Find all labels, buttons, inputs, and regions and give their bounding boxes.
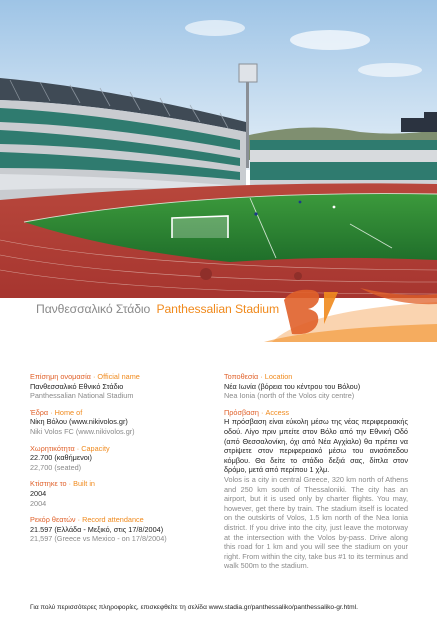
label-english: Official name: [97, 372, 140, 381]
footer-more-info: Για πολύ περισσότερες πληροφορίες, επισκεφθείτε τη σελίδα www.stadia.gr/panthessaliko/panthessaliko-gr.html.: [30, 604, 358, 611]
label-greek: Ρεκόρ θεατών: [30, 515, 76, 525]
page-title: [36, 302, 279, 316]
location-value-greek: Νέα Ιωνία (βόρεια του κέντρου του Βόλου): [224, 381, 361, 391]
location-block: [224, 372, 408, 401]
label-separator: ·: [260, 372, 263, 381]
home-of-value-english: Niki Volos FC (www.nikivolos.gr): [30, 426, 135, 436]
info-left-column: [30, 372, 210, 551]
capacity-value-greek: 22.700 (καθήμενοι): [30, 453, 92, 463]
capacity-label: [30, 444, 210, 454]
label-greek: Χωρητικότητα: [30, 443, 75, 453]
capacity-value-english: 22,700 (seated): [30, 462, 82, 472]
official-name-label: [30, 372, 210, 382]
label-separator: ·: [261, 407, 264, 417]
record-value-greek: 21.597 (Ελλάδα - Μεξικό, στις 17/8/2004): [30, 524, 164, 534]
label-english: Home of: [54, 407, 83, 417]
stadium-photo: [0, 0, 437, 300]
label-separator: ·: [92, 372, 96, 381]
built-in-value-greek: 2004: [30, 488, 47, 498]
record-label: [30, 515, 210, 525]
built-in-value-english: 2004: [30, 498, 47, 508]
label-english: Capacity: [81, 443, 110, 453]
title-greek: Πανθεσσαλικό Στάδιο: [36, 302, 151, 316]
label-english: Record attendance: [82, 515, 144, 525]
built-in-block: [30, 479, 210, 508]
record-value-english: 21,597 (Greece vs Mexico - on 17/8/2004): [30, 534, 167, 544]
b-mark-logo: [264, 280, 437, 342]
location-value-english: Nea Ionia (north of the Volos city centre): [224, 391, 355, 401]
label-greek: Πρόσβαση: [224, 407, 259, 417]
official-name-value-english: Panthessalian National Stadium: [30, 391, 134, 401]
label-separator: ·: [77, 515, 81, 525]
label-english: Built in: [73, 479, 95, 489]
home-of-value-greek: Νίκη Βόλου (www.nikivolos.gr): [30, 417, 128, 427]
official-name-block: [30, 372, 210, 401]
built-in-label: [30, 479, 210, 489]
label-english: Location: [264, 372, 293, 381]
home-of-label: [30, 408, 210, 418]
access-text-greek: Η πρόσβαση είναι εύκολη μέσω της νέας περιφερειακής οδού. Λίγο πριν μπείτε στον Βόλο από την Εθνική Οδό (από Θεσσαλονίκη, όχι από Νέα Αγχίαλο) θα πρέπει να στρίψετε στον περιφερειακό μέσω του ανισόπεδου κόμβου. Θα δείτε το στάδιο δεξιά σας, δίπλα στον δρόμο, μετά από περίπου 1 χλμ.: [224, 417, 408, 475]
label-greek: Επίσημη ονομασία: [30, 372, 91, 381]
title-english: Panthessalian Stadium: [156, 302, 280, 316]
info-right-column: [224, 372, 408, 578]
label-greek: Κτίστηκε το: [30, 479, 67, 489]
location-label: [224, 372, 408, 382]
access-label: [224, 408, 408, 418]
official-name-value-greek: Πανθεσσαλικό Εθνικό Στάδιο: [30, 381, 124, 391]
label-english: Access: [265, 407, 289, 417]
label-separator: ·: [50, 407, 53, 417]
label-separator: ·: [68, 479, 72, 489]
label-greek: Έδρα: [30, 407, 49, 417]
label-greek: Τοποθεσία: [224, 372, 259, 381]
record-block: [30, 515, 210, 544]
access-text-english: Volos is a city in central Greece, 320 km north of Athens and 250 km south of Thessaloniki. The city has an airport, but it is used only by charter flights. You may, however, get there by train. The stadium itself is located on the outskirts of Volos, 1.5 km north of the Nea Ionia district. If you drive into the city, just leave the motorway at the intersection with the Volos by-pass. Drive along this road for 1 km and you will see the stadium on your right. From within the city, take bus #1 to its terminus and walk 500m to the stadium.: [224, 474, 408, 571]
capacity-block: [30, 444, 210, 473]
home-of-block: [30, 408, 210, 437]
label-separator: ·: [76, 443, 80, 453]
access-block: [224, 408, 408, 571]
